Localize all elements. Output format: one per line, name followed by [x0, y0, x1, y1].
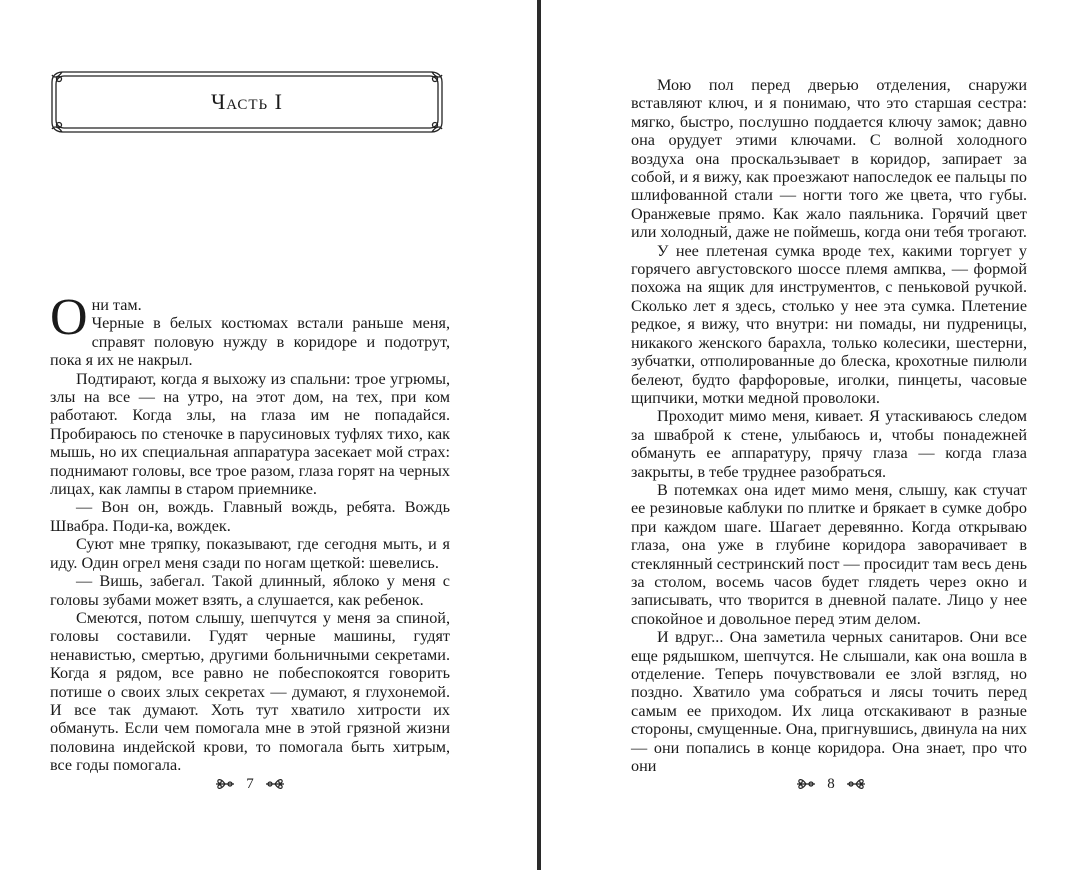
fleuron-icon [214, 776, 236, 792]
paragraph: — Вишь, забегал. Такой длинный, яблоко у меня с головы зубами может взять, а слушается, как ребенок. [50, 572, 450, 609]
page-number: 7 [246, 775, 254, 792]
chapter-title: Часть I [211, 89, 283, 114]
fleuron-icon [795, 776, 817, 792]
paragraph: И вдруг... Она заметила черных санитаров. Они все еще рядышком, шепчутся. Не слышали, как она вошла в отделение. Теперь почувствовали ее злой взгляд, но поздно. Хватило ума собраться и лясы точить перед самым ее приходом. Их лица отскакивают в разные стороны, смущенные. Она, пригнувшись, двинула на них — они попались в конце коридора. Она знает, про что они [631, 628, 1027, 776]
paragraph: Мою пол перед дверью отделения, снаружи вставляют ключ, и я понимаю, что это старшая сестра: мягко, быстро, послушно поддается ключу замок; давно она орудует этими ключами. С волной холодного воздуха она проскальзывает в коридор, запирает за собой, и я вижу, как проезжают напоследок ее пальцы по шлифованной стали — ногти того же цвета, что губы. Оранжевые прямо. Как жало паяльника. Горячий цвет или холодный, даже не поймешь, когда они тебя трогают. [631, 76, 1027, 242]
left-page [0, 0, 538, 870]
paragraph: В потемках она идет мимо меня, слышу, как стучат ее резиновые каблуки по плитке и брякает в сумке добро при каждом шаге. Шагает деревянно. Когда открываю глаза, она уже в глубине коридора заворачивает в стеклянный сестринский пост — просидит там весь день за столом, восемь часов будет глядеть через окно и записывать, что творится в дневной палате. Лицо у нее спокойное и довольное перед этим делом. [631, 480, 1027, 628]
fleuron-icon [264, 776, 286, 792]
right-body-text [631, 76, 1027, 775]
drop-cap: О [50, 289, 88, 346]
page-number-left [200, 773, 300, 795]
paragraph: Они там. Черные в белых костюмах встали раньше меня, справят половую нужду в коридоре и подотрут, пока я их не накрыл. [50, 289, 450, 370]
page-number-right [781, 773, 881, 795]
paragraph: Смеются, потом слышу, шепчутся у меня за спиной, головы составили. Гудят черные машины, гудят ненавистью, смертью, другими больничными секретами. Когда я рядом, все равно не побеспокоятся говорить потише о своих злых секретах — думают, я глухонемой. И все так думают. Хоть тут хватило хитрости их обмануть. Если чем помогала мне в этой грязной жизни половина индейской крови, то помогала быть хитрым, все годы помогала. [50, 608, 450, 775]
page-number: 8 [827, 775, 835, 792]
left-body-text [50, 289, 450, 775]
paragraph: Суют мне тряпку, показывают, где сегодня мыть, и я иду. Один огрел меня сзади по ногам щеткой: шевелись. [50, 535, 450, 572]
fleuron-icon [845, 776, 867, 792]
paragraph: Подтирают, когда я выхожу из спальни: трое угрюмы, злы на все — на утро, на этот дом, на тех, при ком работают. Когда злы, на глаза им не попадайся. Пробираюсь по стеночке в парусиновых туфлях тихо, как мышь, но их специальная аппаратура засекает мой страх: поднимают головы, все трое разом, глаза горят на черных лицах, как лампы в старом приемнике. [50, 369, 450, 499]
paragraph: Проходит мимо меня, кивает. Я утаскиваюсь следом за шваброй к стене, улыбаюсь и, чтобы понадежней обмануть ее аппаратуру, прячу глаза — когда глаза закрыты, в тебе труднее разобраться. [631, 407, 1027, 481]
right-page [541, 0, 1079, 870]
paragraph: У нее плетеная сумка вроде тех, какими торгует у горячего августовского шоссе племя ампква, — формой похожа на ящик для инструментов, с пеньковой ручкой. Сколько лет я здесь, столько у нее эта сумка. Плетение редкое, я вижу, что внутри: ни помады, ни пудреницы, никакого женского барахла, только колесики, шестерни, зубчатки, отполированные до блеска, крохотные пилюли белеют, будто фарфоровые, иголки, пинцеты, часовые щипчики, мотки медной проволоки. [631, 241, 1027, 407]
chapter-heading-frame [48, 68, 446, 136]
paragraph: — Вон он, вождь. Главный вождь, ребята. Вождь Швабра. Поди-ка, вождек. [50, 498, 450, 535]
